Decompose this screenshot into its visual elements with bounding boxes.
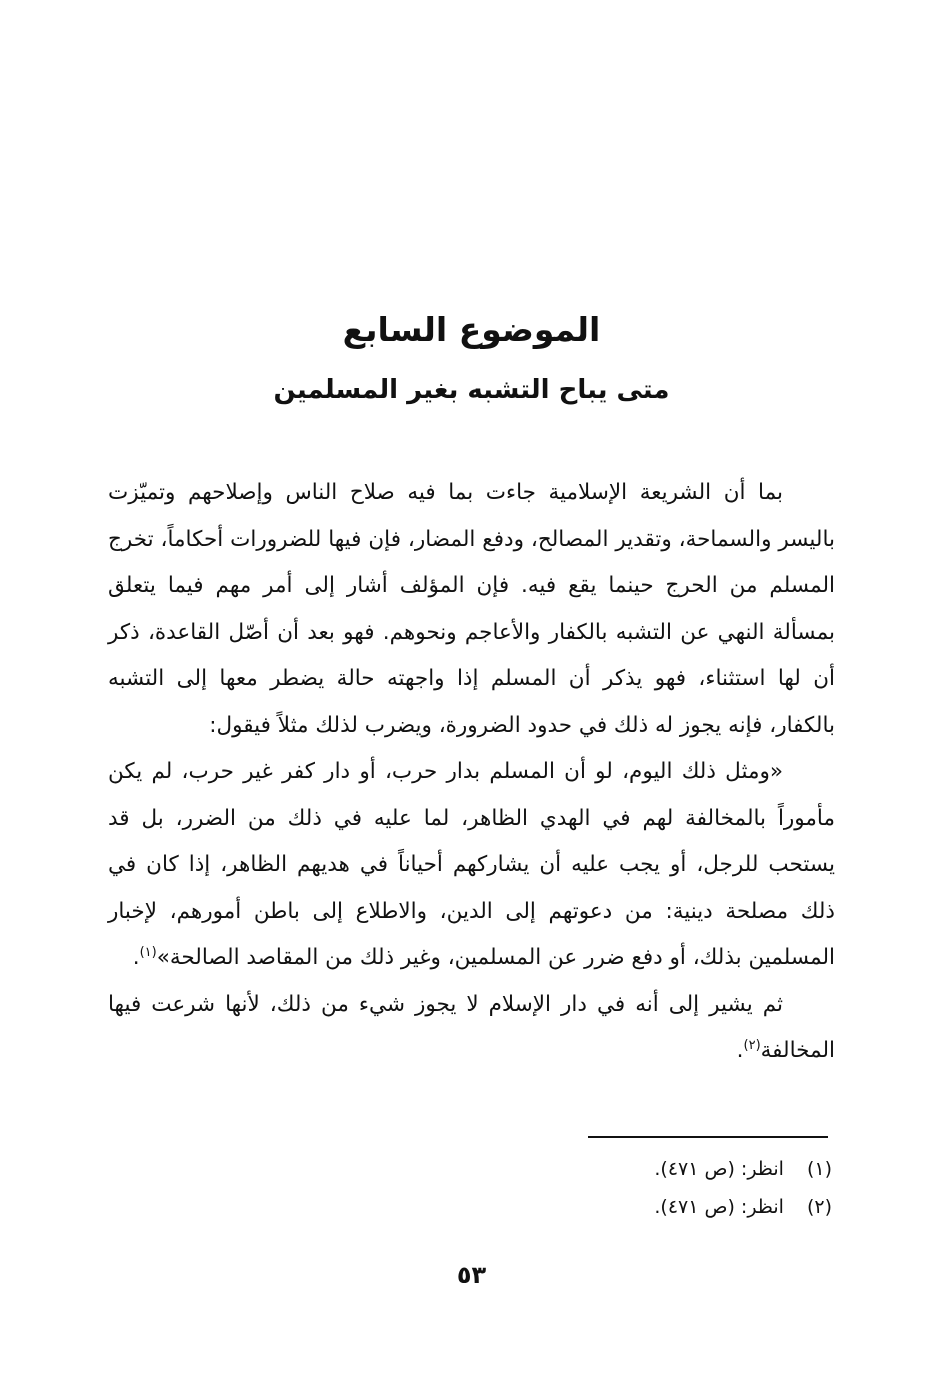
page-number: ٥٣: [456, 1261, 487, 1289]
body-text: [108, 470, 835, 1075]
footnotes: [400, 1150, 832, 1226]
quote-end: .: [132, 945, 140, 970]
footnote-ref-2: (٢): [743, 1037, 761, 1053]
closing-paragraph: [108, 982, 835, 1075]
intro-paragraph: بما أن الشريعة الإسلامية جاءت بما فيه صلاح الناس وإصلاحهم وتميّزت باليسر والسماحة، وتقدير المصالح، ودفع المضار، فإن فيها للضرورات أحكاماً، تخرج المسلم من الحرج حينما يقع فيه. فإن المؤلف أشار إلى أمر مهم فيما يتعلق بمسألة النهي عن التشبه بالكفار والأعاجم ونحوهم. فهو بعد أن أصّل القاعدة، ذكر أن لها استثناء، فهو يذكر أن المسلم إذا واجهته حالة يضطر معها إلى التشبه بالكفار، فإنه يجوز له ذلك في حدود الضرورة، ويضرب لذلك مثلاً فيقول:: [108, 480, 835, 738]
footnote-1: [400, 1150, 832, 1188]
footnote-number: (٢): [806, 1196, 832, 1218]
quote-paragraph: [108, 749, 835, 982]
footnote-ref-1: (١): [139, 944, 157, 960]
closing-text: ثم يشير إلى أنه في دار الإسلام لا يجوز شيء من ذلك، لأنها شرعت فيها المخالفة: [108, 991, 835, 1063]
chapter-subtitle: متى يباح التشبه بغير المسلمين: [273, 375, 670, 405]
footnote-2: [400, 1188, 832, 1226]
footnote-text: انظر: (ص ٤٧١).: [654, 1158, 784, 1180]
footnote-text: انظر: (ص ٤٧١).: [654, 1196, 784, 1218]
footnote-divider: [588, 1136, 828, 1138]
quote-text: «ومثل ذلك اليوم، لو أن المسلم بدار حرب، أو دار كفر غير حرب، لم يكن مأموراً بالمخالفة لهم في الهدي الظاهر، لما عليه في ذلك من الضرر، بل قد يستحب للرجل، أو يجب عليه أن يشاركهم أحياناً في هديهم الظاهر، إذا كان في ذلك مصلحة دينية: من دعوتهم إلى الدين، والاطلاع إلى باطن أمورهم، لإخبار المسلمين بذلك، أو دفع ضرر عن المسلمين، وغير ذلك من المقاصد الصالحة»: [108, 759, 835, 970]
chapter-title: الموضوع السابع: [342, 310, 601, 349]
closing-end: .: [736, 1038, 744, 1063]
footnote-number: (١): [806, 1158, 832, 1180]
